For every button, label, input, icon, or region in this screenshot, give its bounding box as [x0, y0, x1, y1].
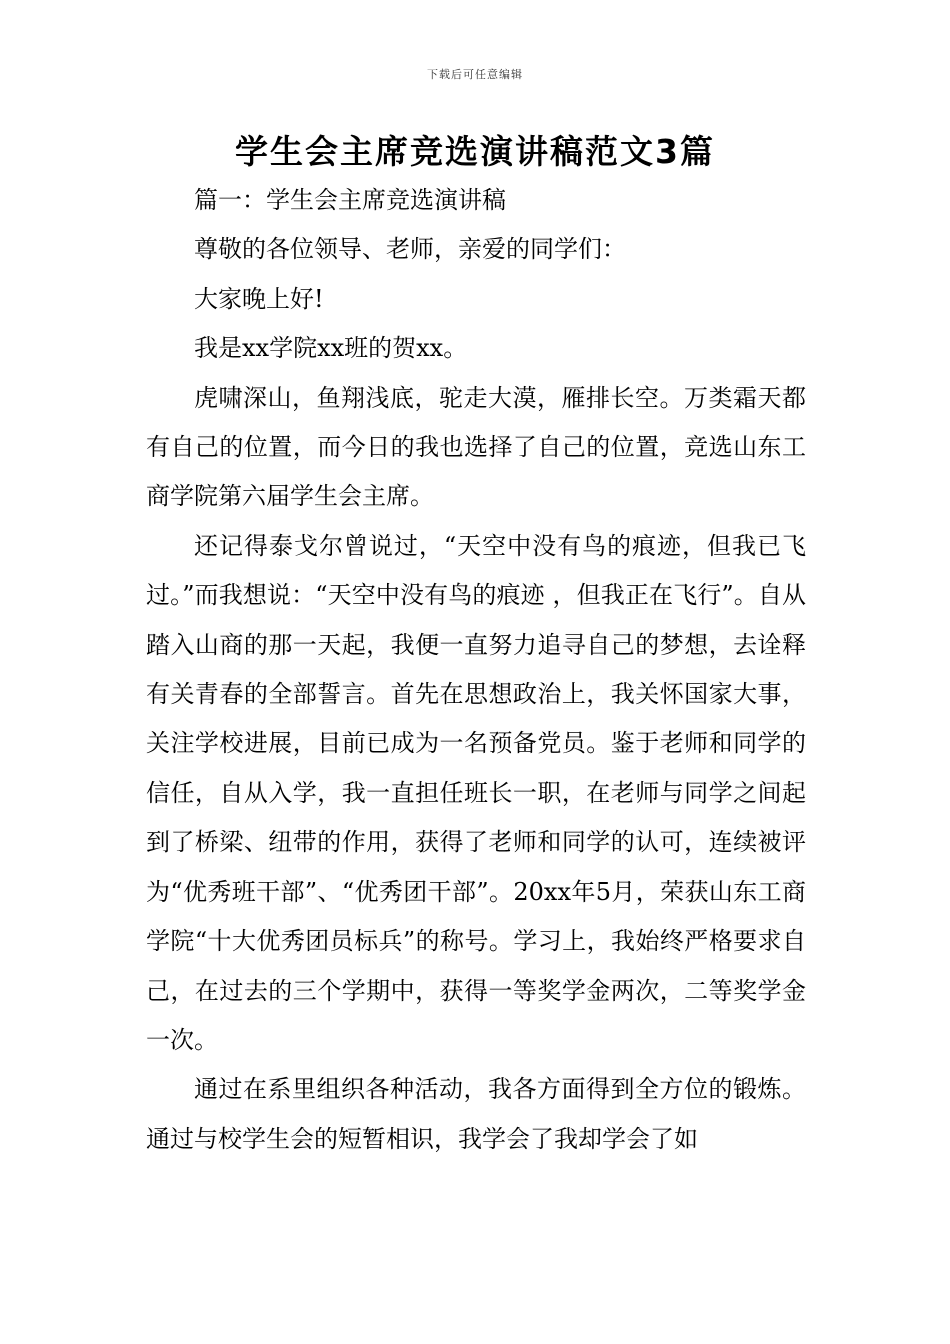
body-paragraph: 还记得泰戈尔曾说过，“天空中没有鸟的痕迹，但我已飞过。”而我想说：“天空中没有鸟的痕迹 ，但我正在飞行”。自从踏入山商的那一天起，我便一直努力追寻自己的梦想，去诠释有关青春的全部誓言。首先在思想政治上，我关怀国家大事，关注学校进展，目前已成为一名预备党员。鉴于老师和同学的信任，自从入学，我一直担任班长一职，在老师与同学之间起到了桥梁、纽带的作用，获得了老师和同学的认可，连续被评为“优秀班干部”、“优秀团干部”。20xx年5月，荣获山东工商学院“十大优秀团员标兵”的称号。学习上，我始终严格要求自己，在过去的三个学期中，获得一等奖学金两次，二等奖学金一次。 [146, 531, 806, 1054]
salutation: 尊敬的各位领导、老师，亲爱的同学们： [194, 235, 626, 264]
header-note: 下载后可任意编辑 [427, 68, 523, 81]
document-body [146, 176, 806, 1164]
section-heading: 篇一：学生会主席竞选演讲稿 [194, 186, 506, 214]
greeting: 大家晚上好! [194, 284, 324, 313]
body-paragraph: 虎啸深山，鱼翔浅底，驼走大漠，雁排长空。万类霜天都有自己的位置，而今日的我也选择了自己的位置，竞选山东工商学院第六届学生会主席。 [146, 383, 806, 511]
document-title: 学生会主席竞选演讲稿范文3篇 [235, 132, 715, 171]
self-introduction: 我是xx学院xx班的贺xx。 [194, 334, 468, 363]
body-paragraph: 通过在系里组织各种活动，我各方面得到全方位的锻炼。通过与校学生会的短暂相识，我学会了我却学会了如 [146, 1075, 806, 1153]
